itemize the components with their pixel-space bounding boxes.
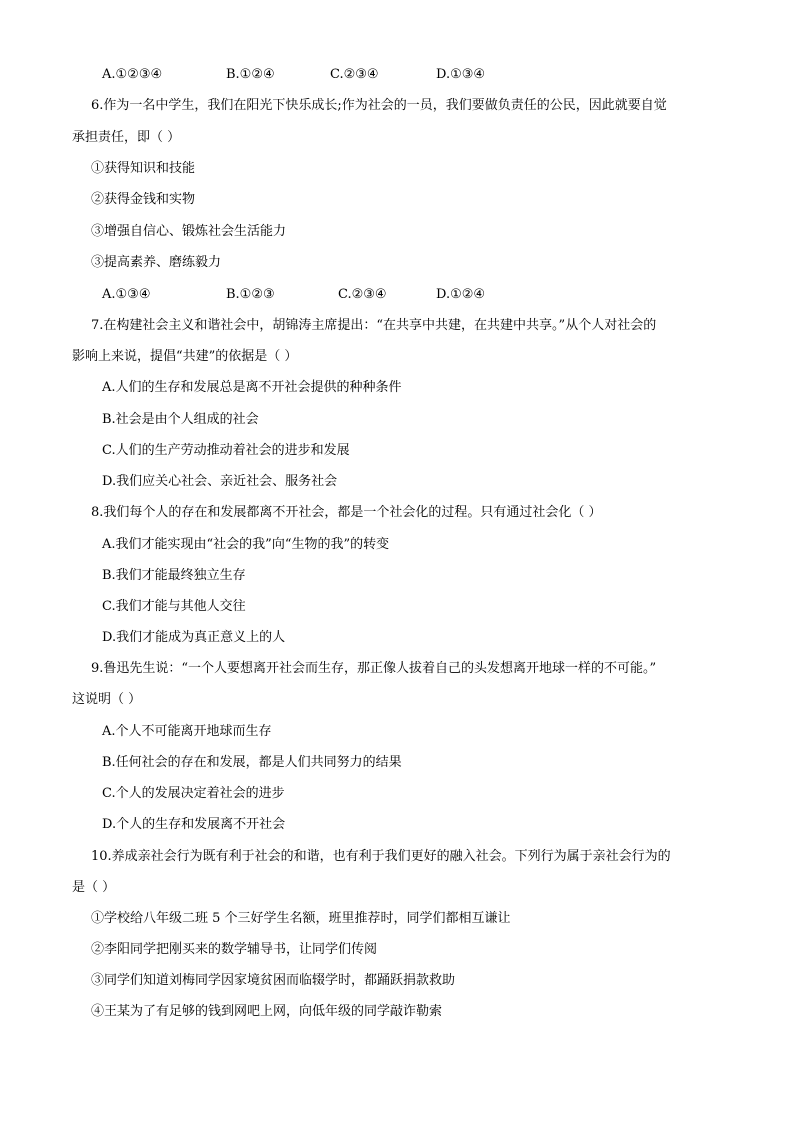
q9-stem-line-2: 这说明（ ） <box>72 692 142 707</box>
q5-option-d: D.①③④ <box>436 67 486 82</box>
q10-item-3: ③同学们知道刘梅同学因家境贫困而临辍学时，都踊跃捐款救助 <box>91 973 456 988</box>
q6-option-a: A.①③④ <box>102 287 151 302</box>
q6-item-4: ③提高素养、磨练毅力 <box>91 255 222 270</box>
q9-option-b: B.任何社会的存在和发展，都是人们共同努力的结果 <box>102 755 402 770</box>
q9-option-d: D.个人的生存和发展离不开社会 <box>102 817 286 832</box>
q9-option-a: A.个人不可能离开地球而生存 <box>102 724 272 739</box>
q7-stem-line-2: 影响上来说，提倡“共建”的依据是（ ） <box>72 349 298 364</box>
q7-option-c: C.人们的生产劳动推动着社会的进步和发展 <box>102 443 350 458</box>
q6-option-c: C.②③④ <box>338 287 387 302</box>
q10-item-2: ②李阳同学把刚买来的数学辅导书，让同学们传阅 <box>91 942 378 957</box>
q9-option-c: C.个人的发展决定着社会的进步 <box>102 786 285 801</box>
q7-option-a: A.人们的生存和发展总是离不开社会提供的种种条件 <box>102 380 402 395</box>
q5-option-a: A.①②③④ <box>102 67 163 82</box>
q5-option-c: C.②③④ <box>330 67 379 82</box>
q8-option-a: A.我们才能实现由“社会的我”向“生物的我”的转变 <box>102 537 390 552</box>
q7-option-d: D.我们应关心社会、亲近社会、服务社会 <box>102 474 338 489</box>
q9-stem-line-1: 9.鲁迅先生说：“一个人要想离开社会而生存，那正像人拔着自己的头发想离开地球一样的不可能。” <box>91 661 657 676</box>
q8-stem: 8.我们每个人的存在和发展都离不开社会，都是一个社会化的过程。只有通过社会化（ ） <box>91 505 602 520</box>
q6-item-2: ②获得金钱和实物 <box>91 192 196 207</box>
q7-option-b: B.社会是由个人组成的社会 <box>102 412 259 427</box>
q10-stem-line-2: 是（ ） <box>72 880 116 895</box>
q10-item-4: ④王某为了有足够的钱到网吧上网，向低年级的同学敲诈勒索 <box>91 1004 443 1019</box>
q6-option-b: B.①②③ <box>226 287 275 302</box>
q5-option-b: B.①②④ <box>226 67 275 82</box>
q6-stem-line-1: 6.作为一名中学生，我们在阳光下快乐成长;作为社会的一员，我们要做负责任的公民，因此就要自觉 <box>91 98 667 113</box>
q6-option-d: D.①②④ <box>436 287 486 302</box>
q8-option-c: C.我们才能与其他人交往 <box>102 599 246 614</box>
q8-option-b: B.我们才能最终独立生存 <box>102 568 246 583</box>
q7-stem-line-1: 7.在构建社会主义和谐社会中，胡锦涛主席提出：“在共享中共建，在共建中共享。”从个人对社会的 <box>91 318 657 333</box>
q6-item-3: ③增强自信心、锻炼社会生活能力 <box>91 224 287 239</box>
q10-stem-line-1: 10.养成亲社会行为既有利于社会的和谐，也有利于我们更好的融入社会。下列行为属于亲社会行为的 <box>91 849 671 864</box>
q8-option-d: D.我们才能成为真正意义上的人 <box>102 630 286 645</box>
q10-item-1: ①学校给八年级二班 5 个三好学生名额，班里推荐时，同学们都相互谦让 <box>91 911 511 926</box>
q6-item-1: ①获得知识和技能 <box>91 161 196 176</box>
q6-stem-line-2: 承担责任，即（ ） <box>72 130 181 145</box>
